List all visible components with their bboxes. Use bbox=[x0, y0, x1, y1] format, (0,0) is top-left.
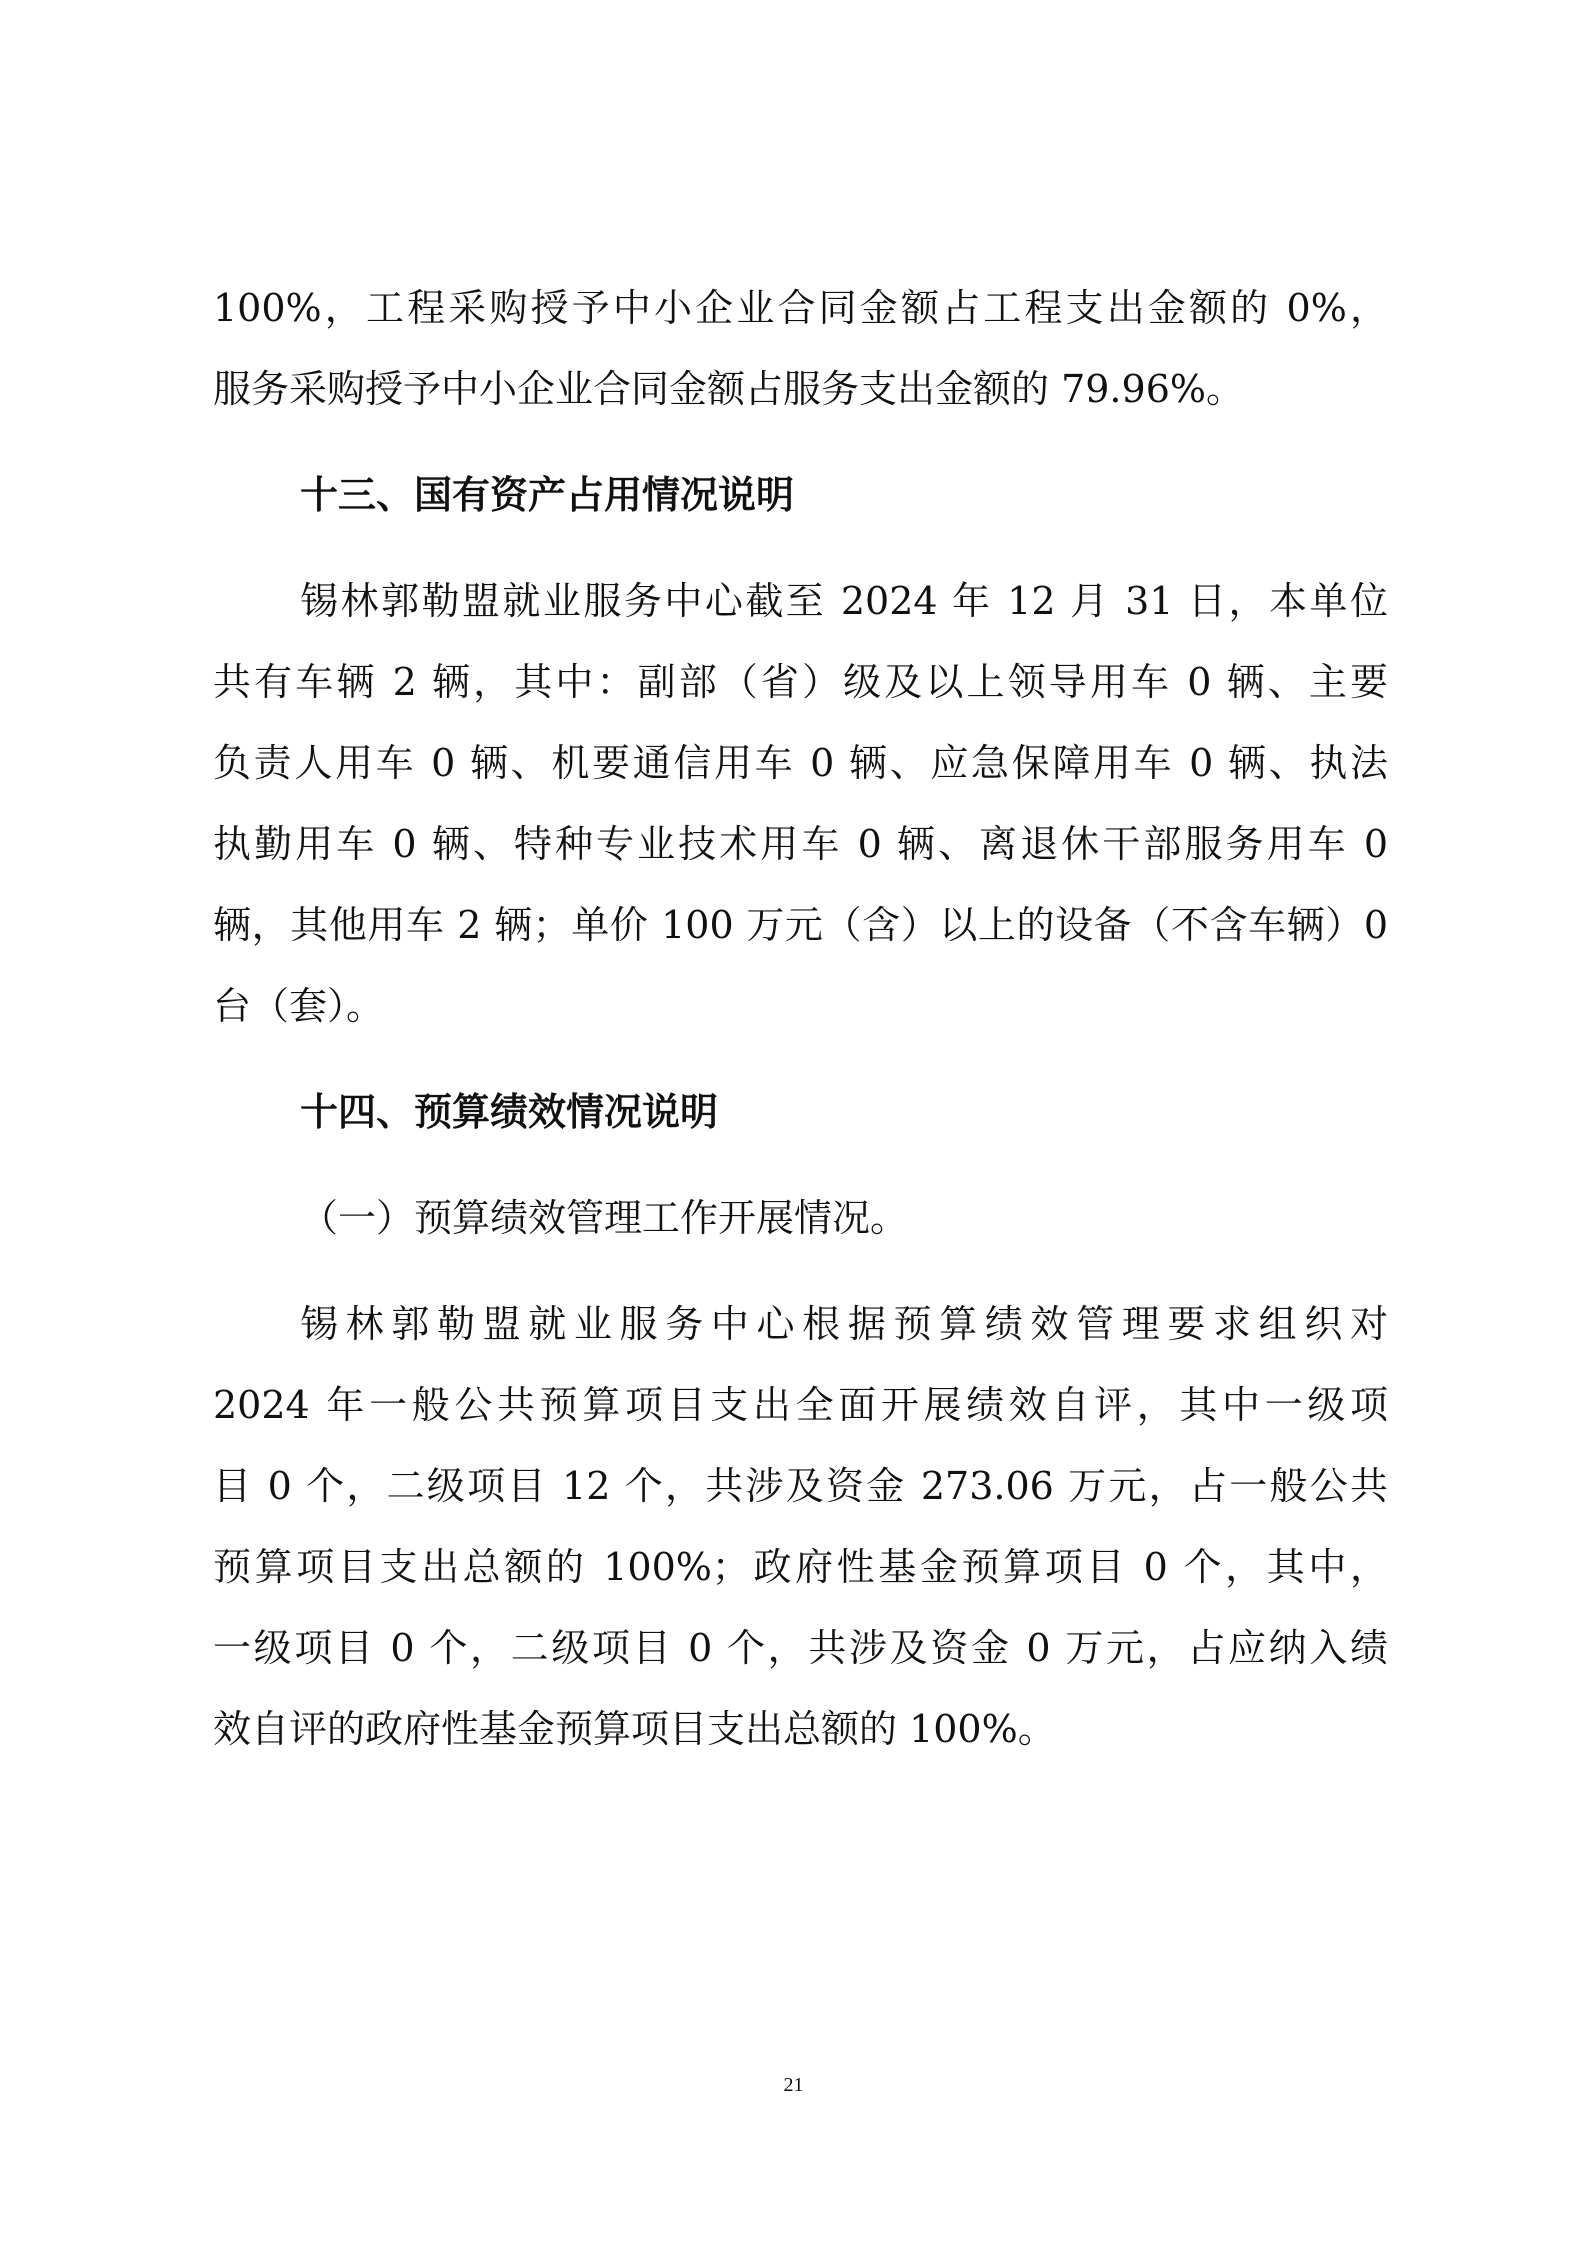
body-line: 台（套）。 bbox=[213, 984, 385, 1028]
page-body bbox=[213, 288, 1388, 1749]
page-number: 21 bbox=[783, 2074, 804, 2096]
section-heading-14: 十四、预算绩效情况说明 bbox=[300, 1090, 719, 1134]
body-line: 锡林郭勒盟就业服务中心截至 2024 年 12 月 31 日，本单位 bbox=[300, 579, 1388, 623]
body-line: 目 0 个，二级项目 12 个，共涉及资金 273.06 万元，占一般公共 bbox=[213, 1464, 1388, 1508]
body-line: 一级项目 0 个，二级项目 0 个，共涉及资金 0 万元，占应纳入绩 bbox=[213, 1626, 1388, 1670]
body-line: 2024 年一般公共预算项目支出全面开展绩效自评，其中一级项 bbox=[213, 1383, 1388, 1427]
section-heading-13: 十三、国有资产占用情况说明 bbox=[300, 473, 795, 517]
body-line: 执勤用车 0 辆、特种专业技术用车 0 辆、离退休干部服务用车 0 bbox=[213, 822, 1388, 866]
body-line: 100%，工程采购授予中小企业合同金额占工程支出金额的 0%， bbox=[213, 286, 1388, 330]
body-line: 共有车辆 2 辆，其中：副部（省）级及以上领导用车 0 辆、主要 bbox=[213, 660, 1388, 704]
body-line: 效自评的政府性基金预算项目支出总额的 100%。 bbox=[213, 1707, 1056, 1751]
body-line: 服务采购授予中小企业合同金额占服务支出金额的 79.96%。 bbox=[213, 367, 1244, 411]
body-line: 负责人用车 0 辆、机要通信用车 0 辆、应急保障用车 0 辆、执法 bbox=[213, 741, 1388, 785]
subsection-heading: （一）预算绩效管理工作开展情况。 bbox=[300, 1196, 909, 1240]
body-line: 辆，其他用车 2 辆；单价 100 万元（含）以上的设备（不含车辆）0 bbox=[213, 903, 1388, 947]
body-line: 预算项目支出总额的 100%；政府性基金预算项目 0 个，其中， bbox=[213, 1545, 1388, 1589]
body-line: 锡林郭勒盟就业服务中心根据预算绩效管理要求组织对 bbox=[300, 1302, 1388, 1346]
